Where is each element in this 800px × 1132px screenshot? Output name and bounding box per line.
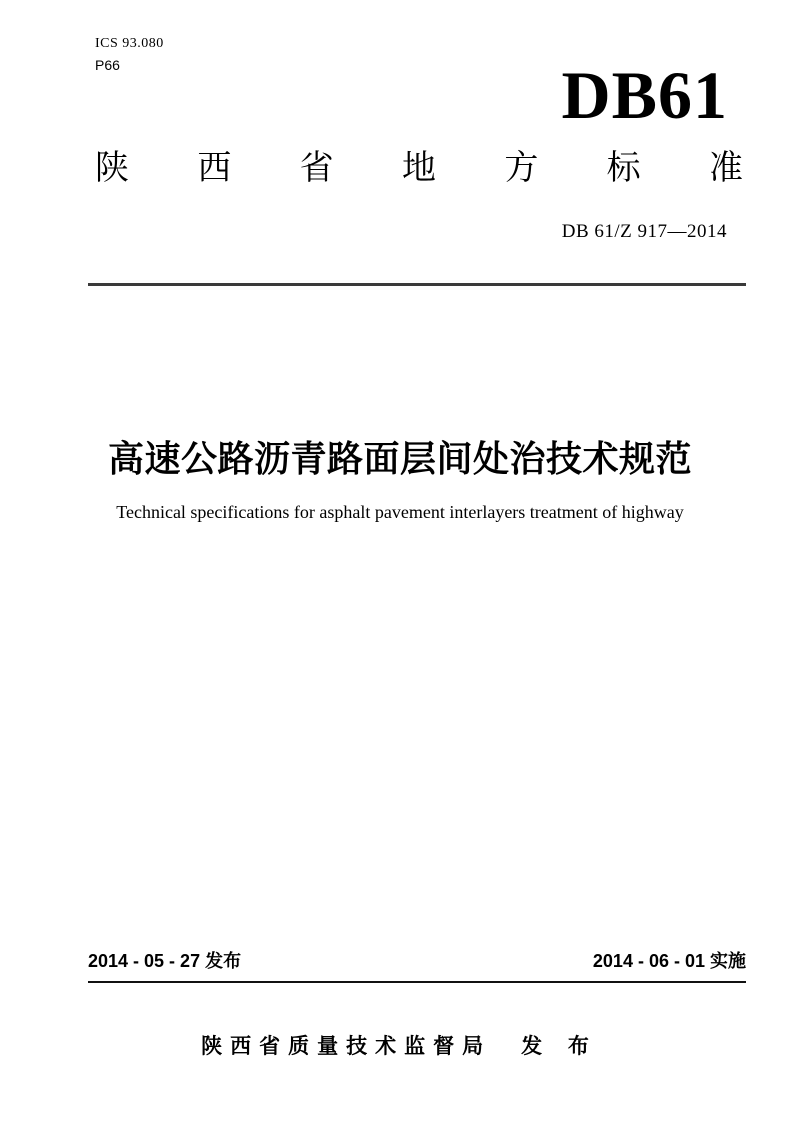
date-row [88, 947, 746, 983]
ics-code: ICS 93.080 [95, 36, 164, 51]
standard-name-char: 标 [606, 149, 641, 187]
publisher-row [0, 1030, 800, 1060]
header-divider-rule [88, 283, 746, 286]
standard-name-char: 西 [197, 149, 232, 187]
standard-name-char: 省 [299, 149, 334, 187]
standard-name-char: 陕 [95, 149, 129, 187]
standard-name-char: 地 [401, 149, 436, 187]
implement-date: 2014 - 06 - 01 实施 [592, 951, 746, 971]
standard-name-char: 方 [504, 149, 539, 187]
issue-date: 2014 - 05 - 27 发布 [88, 951, 242, 971]
title-chinese: 高速公路沥青路面层间处治技术规范 [107, 438, 692, 479]
standard-number: DB 61/Z 917—2014 [561, 221, 727, 242]
title-english: Technical specifications for asphalt pavement interlayers treatment of highway [116, 502, 684, 522]
db61-logo: DB61 [561, 57, 728, 133]
standard-name-char: 准 [708, 149, 743, 187]
publisher-name: 陕西省质量技术监督局 [201, 1035, 492, 1058]
classification-code: P66 [95, 57, 120, 73]
publish-action-label: 发 布 [521, 1035, 599, 1058]
standard-name [95, 148, 743, 189]
